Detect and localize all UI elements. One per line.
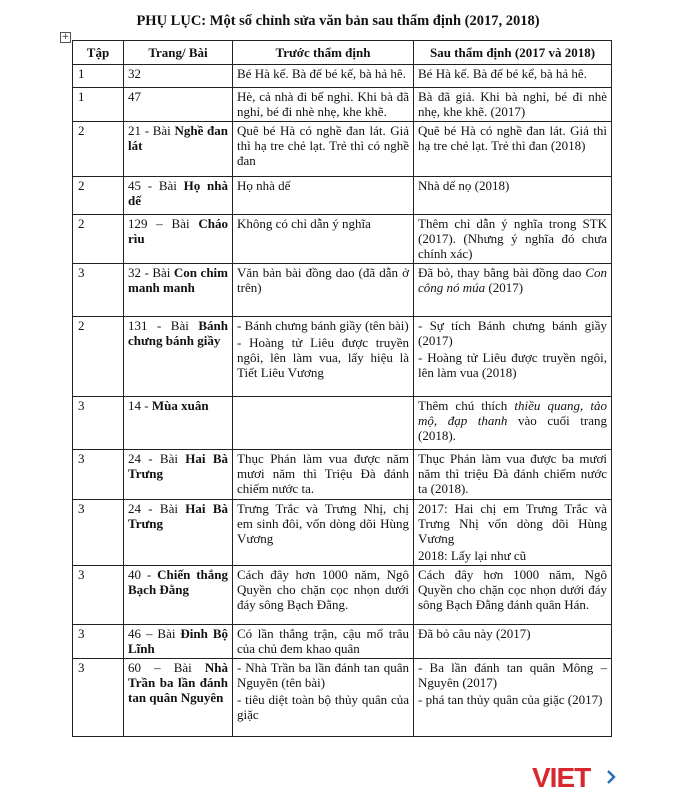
cell-volume: 3 (73, 659, 124, 737)
before-paragraph: Có lần thắng trận, cậu mổ trâu của chủ đem khao quân (237, 626, 409, 656)
header-page-lesson: Trang/ Bài (124, 41, 233, 65)
bold-text: Cháo rìu (128, 216, 228, 246)
before-paragraph: - Nhà Trần ba lần đánh tan quân Nguyên (tên bài) (237, 660, 409, 690)
cell-before-review (233, 317, 414, 397)
cell-before-review (233, 177, 414, 215)
after-paragraph (418, 501, 607, 546)
text-run: Bà đã giả. Khi bà nghỉ, bé đi nhè nhẹ, khe khẽ. (2017) (418, 89, 607, 119)
text-run: 2018: Lấy lại như cũ (418, 548, 527, 563)
text-run: Thêm chú thích (418, 398, 515, 413)
after-paragraph (418, 265, 607, 295)
cell-after-review (414, 625, 612, 659)
before-paragraph: Quê bé Hà có nghề đan lát. Giả thì hạ tre chẻ lạt. Trẻ thì có nghề đan (237, 123, 409, 168)
table-row (73, 264, 612, 317)
header-volume: Tập (73, 41, 124, 65)
italic-text: Con công nó múa (418, 265, 607, 295)
text-run: Thêm chỉ dẫn ý nghĩa trong STK (2017). (Nhưng ý nghĩa đó chưa chính xác) (418, 216, 607, 261)
bold-text: Họ nhà dế (128, 178, 228, 208)
cell-volume: 3 (73, 264, 124, 317)
cell-volume: 3 (73, 450, 124, 500)
table-row (73, 122, 612, 177)
cell-volume: 1 (73, 65, 124, 88)
cell-page-lesson (124, 659, 233, 737)
text-run: Nhà dế nọ (2018) (418, 178, 510, 193)
revision-table (72, 40, 612, 737)
cell-page-lesson (124, 122, 233, 177)
before-paragraph: Không có chỉ dẫn ý nghĩa (237, 216, 371, 231)
cell-page-lesson (124, 500, 233, 566)
cell-after-review (414, 215, 612, 264)
cell-volume: 3 (73, 500, 124, 566)
after-paragraph (418, 123, 607, 153)
text-run: Bé Hà kể. Bà đế bé kể, bà hả hê. (418, 66, 587, 81)
cell-page-lesson (124, 317, 233, 397)
after-paragraph (418, 626, 607, 641)
cell-after-review (414, 317, 612, 397)
text-run: - Hoàng tử Liêu được truyền ngôi, lên làm vua (2018) (418, 350, 607, 380)
bold-text: Chiến thắng Bạch Đằng (128, 567, 228, 597)
cell-before-review (233, 625, 414, 659)
cell-before-review (233, 264, 414, 317)
after-paragraph (418, 216, 607, 261)
text-run: - Sự tích Bánh chưng bánh giầy (2017) (418, 318, 607, 348)
before-paragraph: - Hoàng tử Liêu được truyền ngôi, lên làm vua, lấy hiệu là Tiết Liêu Vương (237, 335, 409, 380)
table-row (73, 625, 612, 659)
text-run: 45 - Bài (128, 178, 184, 193)
table-row (73, 88, 612, 122)
text-run: 14 - (128, 398, 152, 413)
text-run: 24 - Bài (128, 451, 186, 466)
after-paragraph (418, 660, 607, 690)
before-paragraph: Văn bản bài đồng dao (đã dẫn ở trên) (237, 265, 409, 295)
bold-text: Bánh chưng bánh giầy (128, 318, 228, 348)
cell-volume: 3 (73, 566, 124, 625)
cell-page-lesson (124, 397, 233, 450)
text-run: 32 (128, 66, 141, 81)
cell-volume: 1 (73, 88, 124, 122)
table-row (73, 177, 612, 215)
text-run: 60 – Bài (128, 660, 205, 675)
text-run: 46 – Bài (128, 626, 181, 641)
cell-before-review (233, 450, 414, 500)
document-title: PHỤ LỤC: Một số chỉnh sửa văn bản sau thẩm định (2017, 2018) (136, 13, 540, 29)
vietnamnet-watermark-logo (528, 757, 638, 793)
after-paragraph (418, 318, 607, 348)
before-paragraph: - Bánh chưng bánh giầy (tên bài) (237, 318, 409, 333)
cell-volume: 3 (73, 625, 124, 659)
italic-text: thiều quang, tảo mộ, đạp thanh (418, 398, 607, 428)
after-paragraph (418, 66, 607, 81)
table-row (73, 450, 612, 500)
before-paragraph: Thục Phán làm vua được năm mươi năm thì Triệu Đà đánh chiếm nước ta. (237, 451, 409, 496)
before-paragraph: Hè, cả nhà đi bế nghỉ. Khi bà đã nghỉ, bé đi nhè nhẹ, khe khẽ. (237, 89, 409, 119)
cell-volume: 2 (73, 177, 124, 215)
cell-after-review (414, 397, 612, 450)
cell-before-review (233, 397, 414, 450)
text-run: Cách đây hơn 1000 năm, Ngô Quyền cho chặn cọc nhọn dưới đáy sông Bạch Đằng đánh quân Hán. (418, 567, 607, 612)
cell-before-review (233, 65, 414, 88)
cell-page-lesson (124, 625, 233, 659)
text-run: Thục Phán làm vua được ba mươi năm thì triệu Đà đánh chiếm nước ta (2018). (418, 451, 607, 496)
cell-before-review (233, 659, 414, 737)
before-paragraph: Bé Hà kể. Bà đế bé kế, bà hả hê. (237, 66, 406, 81)
text-run: Đã bỏ, thay bằng bài đồng dao (418, 265, 586, 280)
text-run: 129 – Bài (128, 216, 199, 231)
cell-after-review (414, 500, 612, 566)
cell-before-review (233, 500, 414, 566)
after-paragraph (418, 398, 607, 443)
after-paragraph (418, 692, 607, 707)
text-run: Quê bé Hà có nghề đan lát. Giả thì hạ tre chẻ lạt. Trẻ thì đan (2018) (418, 123, 607, 153)
text-run: Đã bỏ câu này (2017) (418, 626, 531, 641)
cell-page-lesson (124, 450, 233, 500)
cell-after-review (414, 659, 612, 737)
table-row (73, 65, 612, 88)
bold-text: Con chim manh manh (128, 265, 228, 295)
bold-text: Hai Bà Trưng (128, 451, 228, 481)
cell-before-review (233, 88, 414, 122)
text-run: 40 - (128, 567, 158, 582)
after-paragraph (418, 89, 607, 119)
bold-text: Mùa xuân (151, 398, 209, 413)
text-run: 2017: Hai chị em Trưng Trắc và Trưng Nhị vốn dòng dõi Hùng Vương (418, 501, 607, 546)
text-run: 47 (128, 89, 141, 104)
watermark-brand-text: VIET (532, 762, 591, 793)
bold-text: Nghề đan lát (128, 123, 228, 153)
cell-volume: 2 (73, 317, 124, 397)
text-run: (2017) (485, 280, 524, 295)
cell-page-lesson (124, 88, 233, 122)
after-paragraph (418, 548, 607, 563)
before-paragraph: Họ nhà dế (237, 178, 291, 193)
cell-page-lesson (124, 215, 233, 264)
cell-volume: 2 (73, 215, 124, 264)
cell-volume: 2 (73, 122, 124, 177)
cell-after-review (414, 88, 612, 122)
cell-after-review (414, 566, 612, 625)
text-run: - phá tan thủy quân của giặc (2017) (418, 692, 603, 707)
bold-text: Đinh Bộ Lĩnh (128, 626, 228, 656)
after-paragraph (418, 567, 607, 612)
cell-after-review (414, 177, 612, 215)
table-row (73, 397, 612, 450)
bold-text: Nhà Trần ba lần đánh tan quân Nguyên (128, 660, 228, 705)
table-row (73, 659, 612, 737)
cell-page-lesson (124, 177, 233, 215)
before-paragraph: Trưng Trắc và Trưng Nhị, chị em sinh đôi, vốn dòng dõi Hùng Vương (237, 501, 409, 546)
cell-after-review (414, 450, 612, 500)
cell-before-review (233, 215, 414, 264)
table-header-row (73, 41, 612, 65)
cell-page-lesson (124, 566, 233, 625)
text-run: - Ba lần đánh tan quân Mông – Nguyên (2017) (418, 660, 607, 690)
cell-after-review (414, 122, 612, 177)
table-move-handle-icon[interactable]: + (61, 32, 70, 42)
before-paragraph: - tiêu diệt toàn bộ thủy quân của giặc (237, 692, 409, 722)
table-row (73, 500, 612, 566)
table-row (73, 215, 612, 264)
text-run: vào cuối trang (2018). (418, 413, 607, 443)
cell-volume: 3 (73, 397, 124, 450)
cell-after-review (414, 264, 612, 317)
text-run: 32 - Bài (128, 265, 174, 280)
after-paragraph (418, 451, 607, 496)
text-run: 24 - Bài (128, 501, 186, 516)
after-paragraph (418, 178, 607, 193)
text-run: 131 - Bài (128, 318, 199, 333)
text-run: 21 - Bài (128, 123, 175, 138)
bold-text: Hai Bà Trưng (128, 501, 228, 531)
cell-before-review (233, 566, 414, 625)
before-paragraph: Cách đây hơn 1000 năm, Ngô Quyền cho chặn cọc nhọn dưới đáy sông Bạch Đằng. (237, 567, 409, 612)
cell-page-lesson (124, 65, 233, 88)
table-row (73, 317, 612, 397)
cell-page-lesson (124, 264, 233, 317)
table-row (73, 566, 612, 625)
cell-after-review (414, 65, 612, 88)
header-before-review: Trước thẩm định (233, 41, 414, 65)
cell-before-review (233, 122, 414, 177)
after-paragraph (418, 350, 607, 380)
header-after-review: Sau thẩm định (2017 và 2018) (414, 41, 612, 65)
